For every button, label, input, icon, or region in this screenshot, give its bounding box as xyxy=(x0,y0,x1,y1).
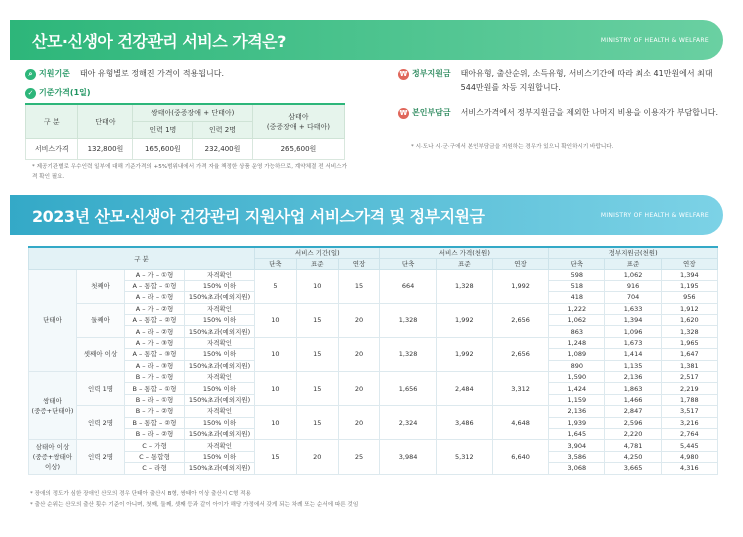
header-extended: 연장 xyxy=(492,258,548,269)
price-cell: 2,484 xyxy=(436,372,492,406)
support-cell: 1,159 xyxy=(549,394,605,405)
group-type-cell: 삼태아 이상 (중증+쌍태아 이상) xyxy=(29,440,77,474)
header-short: 단축 xyxy=(380,258,436,269)
support-cell: 890 xyxy=(549,360,605,371)
support-table-body xyxy=(29,269,718,474)
support-cell: 2,219 xyxy=(661,383,717,394)
period-cell: 15 xyxy=(296,337,338,371)
price-header-twin-1: 인력 1명 xyxy=(133,122,193,139)
sub-type-cell: 인력 2명 xyxy=(77,440,125,474)
price-header-twin-2: 인력 2명 xyxy=(193,122,253,139)
condition-cell: 150% 이하 xyxy=(185,315,255,326)
period-cell: 10 xyxy=(255,303,297,337)
sub-type-cell: 인력 1명 xyxy=(77,372,125,406)
ministry-label-2: MINISTRY OF HEALTH & WELFARE xyxy=(600,211,709,219)
support-cell: 1,645 xyxy=(549,428,605,439)
type-code-cell: A – 라 – ②형 xyxy=(125,326,185,337)
sub-type-cell: 둘째아 xyxy=(77,303,125,337)
coin-icon: ₩ xyxy=(399,70,408,78)
support-table xyxy=(28,246,718,475)
support-header-support: 정부지원금(천원) xyxy=(549,247,718,258)
support-cell: 2,220 xyxy=(605,428,661,439)
price-header-twin: 쌍태아(중증장애 + 단태아) xyxy=(133,104,252,122)
period-cell: 20 xyxy=(296,440,338,474)
sub-type-cell: 셋째아 이상 xyxy=(77,337,125,371)
support-cell: 3,216 xyxy=(661,417,717,428)
support-cell: 1,096 xyxy=(605,326,661,337)
support-cell: 1,414 xyxy=(605,349,661,360)
section1-title: 산모·신생아 건강관리 서비스 가격은? xyxy=(32,31,286,51)
price-cell: 1,656 xyxy=(380,372,436,406)
price-cell: 2,656 xyxy=(492,337,548,371)
support-cell: 1,863 xyxy=(605,383,661,394)
support-cell: 518 xyxy=(549,280,605,291)
wallet-icon: ₩ xyxy=(399,109,408,117)
period-cell: 20 xyxy=(338,406,380,440)
type-code-cell: A – 가 – ②형 xyxy=(125,303,185,314)
support-basis-row xyxy=(25,67,224,81)
support-cell: 1,912 xyxy=(661,303,717,314)
self-pay-row xyxy=(398,106,718,120)
table-row xyxy=(29,406,718,417)
period-cell: 20 xyxy=(338,372,380,406)
header-short: 단축 xyxy=(255,258,297,269)
condition-cell: 150% 이하 xyxy=(185,349,255,360)
support-cell: 1,135 xyxy=(605,360,661,371)
gov-support-text: 태아유형, 출산순위, 소득유형, 서비스기간에 따라 최소 41만원에서 최대 544만원를 차등 지원합니다. xyxy=(460,69,713,92)
period-cell: 15 xyxy=(296,372,338,406)
support-cell: 3,068 xyxy=(549,463,605,474)
period-cell: 10 xyxy=(255,406,297,440)
price-cell: 3,486 xyxy=(436,406,492,440)
support-cell: 1,394 xyxy=(605,315,661,326)
support-cell: 1,620 xyxy=(661,315,717,326)
support-cell: 1,647 xyxy=(661,349,717,360)
support-cell: 1,394 xyxy=(661,269,717,280)
sub-type-cell: 인력 2명 xyxy=(77,406,125,440)
support-cell: 1,062 xyxy=(549,315,605,326)
price-header-triplet: 삼태아 (중증장애 + 다태아) xyxy=(252,104,344,139)
period-cell: 15 xyxy=(338,269,380,303)
support-cell: 2,596 xyxy=(605,417,661,428)
condition-cell: 150% 이하 xyxy=(185,451,255,462)
price-twin-1: 165,600원 xyxy=(133,139,193,160)
table-row xyxy=(29,337,718,348)
support-header-price: 서비스 가격(천원) xyxy=(380,247,549,258)
support-cell: 3,517 xyxy=(661,406,717,417)
period-cell: 25 xyxy=(338,440,380,474)
header-extended: 연장 xyxy=(338,258,380,269)
header-standard: 표준 xyxy=(436,258,492,269)
type-code-cell: A – 통합 – ②형 xyxy=(125,315,185,326)
support-cell: 4,781 xyxy=(605,440,661,451)
type-code-cell: B – 통합 – ①형 xyxy=(125,383,185,394)
support-cell: 3,586 xyxy=(549,451,605,462)
type-code-cell: C – 라형 xyxy=(125,463,185,474)
support-basis-text: 태아 유형별로 정해진 가격이 적용됩니다. xyxy=(79,69,225,78)
base-price-row xyxy=(25,86,101,100)
support-cell: 5,445 xyxy=(661,440,717,451)
price-twin-2: 232,400원 xyxy=(193,139,253,160)
support-cell: 2,136 xyxy=(549,406,605,417)
support-cell: 916 xyxy=(605,280,661,291)
type-code-cell: A – 라 – ③형 xyxy=(125,360,185,371)
price-cell: 664 xyxy=(380,269,436,303)
section2-title: 2023년 산모·신생아 건강관리 지원사업 서비스가격 및 정부지원금 xyxy=(32,206,485,226)
type-code-cell: B – 라 – ①형 xyxy=(125,394,185,405)
support-cell: 2,764 xyxy=(661,428,717,439)
table-row xyxy=(29,372,718,383)
period-cell: 20 xyxy=(338,303,380,337)
condition-cell: 자격확인 xyxy=(185,337,255,348)
period-cell: 15 xyxy=(296,406,338,440)
price-cell: 2,656 xyxy=(492,303,548,337)
type-code-cell: B – 가 – ②형 xyxy=(125,406,185,417)
header-standard: 표준 xyxy=(296,258,338,269)
support-cell: 3,904 xyxy=(549,440,605,451)
type-code-cell: A – 가 – ③형 xyxy=(125,337,185,348)
price-cell: 6,640 xyxy=(492,440,548,474)
table-row xyxy=(29,269,718,280)
support-basis-label-wrap xyxy=(25,67,70,81)
sub-type-cell: 첫째아 xyxy=(77,269,125,303)
support-header-period: 서비스 기간(일) xyxy=(255,247,380,258)
price-cell: 1,328 xyxy=(436,269,492,303)
table-note-2: * 출산 순위는 산모의 출산 횟수 기준이 아니며, 첫째, 둘째, 셋째 등과 같이 아이가 해당 가정에서 갖게 되는 차례 또는 순서에 따른 것임 xyxy=(30,502,359,508)
header-extended: 연장 xyxy=(661,258,717,269)
table-row xyxy=(29,440,718,451)
gov-support-label: 정부지원금 xyxy=(412,69,451,78)
support-cell: 418 xyxy=(549,292,605,303)
header-short: 단축 xyxy=(549,258,605,269)
period-cell: 10 xyxy=(255,337,297,371)
type-code-cell: A – 통합 – ①형 xyxy=(125,280,185,291)
support-cell: 1,965 xyxy=(661,337,717,348)
condition-cell: 150%초과(예외지원) xyxy=(185,428,255,439)
gov-support-row xyxy=(398,67,718,95)
table-row xyxy=(29,303,718,314)
support-cell: 1,590 xyxy=(549,372,605,383)
period-cell: 15 xyxy=(296,303,338,337)
condition-cell: 150% 이하 xyxy=(185,417,255,428)
condition-cell: 150%초과(예외지원) xyxy=(185,394,255,405)
type-code-cell: A – 통합 – ③형 xyxy=(125,349,185,360)
header-standard: 표준 xyxy=(605,258,661,269)
condition-cell: 150% 이하 xyxy=(185,280,255,291)
condition-cell: 150% 이하 xyxy=(185,383,255,394)
price-cell: 3,312 xyxy=(492,372,548,406)
type-code-cell: A – 라 – ①형 xyxy=(125,292,185,303)
base-price-label-wrap xyxy=(25,86,91,100)
period-cell: 5 xyxy=(255,269,297,303)
price-cell: 4,648 xyxy=(492,406,548,440)
self-pay-text: 서비스가격에서 정부지원금을 제외한 나머지 비용을 이용자가 부담합니다. xyxy=(460,108,719,117)
support-basis-label: 지원기준 xyxy=(39,69,70,78)
type-code-cell: B – 라 – ②형 xyxy=(125,428,185,439)
support-cell: 3,665 xyxy=(605,463,661,474)
base-price-table xyxy=(25,103,345,160)
price-cell: 3,984 xyxy=(380,440,436,474)
support-cell: 1,466 xyxy=(605,394,661,405)
support-cell: 4,250 xyxy=(605,451,661,462)
condition-cell: 자격확인 xyxy=(185,372,255,383)
table-note-1: * 장애의 정도가 심한 장애인 산모의 경우 단태아 출산시 B형, 쌍태아 이상 출산시 C형 적용 xyxy=(30,491,251,497)
condition-cell: 150%초과(예외지원) xyxy=(185,326,255,337)
type-code-cell: C – 가형 xyxy=(125,440,185,451)
price-cell: 1,992 xyxy=(436,303,492,337)
group-type-cell: 단태아 xyxy=(29,269,77,372)
condition-cell: 자격확인 xyxy=(185,440,255,451)
support-cell: 1,788 xyxy=(661,394,717,405)
price-cell: 1,328 xyxy=(380,337,436,371)
price-header-gubun: 구 분 xyxy=(26,104,78,139)
condition-cell: 자격확인 xyxy=(185,269,255,280)
support-cell: 2,517 xyxy=(661,372,717,383)
support-cell: 1,939 xyxy=(549,417,605,428)
check-icon: ✓ xyxy=(25,88,36,99)
support-cell: 1,424 xyxy=(549,383,605,394)
gov-support-label-wrap xyxy=(398,67,451,81)
search-icon: ⌕ xyxy=(25,69,36,80)
support-cell: 704 xyxy=(605,292,661,303)
section1-banner xyxy=(10,20,723,60)
support-cell: 1,248 xyxy=(549,337,605,348)
price-cell: 2,324 xyxy=(380,406,436,440)
type-code-cell: B – 가 – ①형 xyxy=(125,372,185,383)
support-cell: 1,195 xyxy=(661,280,717,291)
support-cell: 1,381 xyxy=(661,360,717,371)
period-cell: 20 xyxy=(338,337,380,371)
condition-cell: 150%초과(예외지원) xyxy=(185,463,255,474)
condition-cell: 150%초과(예외지원) xyxy=(185,360,255,371)
price-header-single: 단태아 xyxy=(78,104,133,139)
self-pay-label: 본인부담금 xyxy=(412,108,451,117)
support-cell: 1,673 xyxy=(605,337,661,348)
price-row-label: 서비스가격 xyxy=(26,139,78,160)
support-cell: 1,062 xyxy=(605,269,661,280)
price-single: 132,800원 xyxy=(78,139,133,160)
base-price-label: 기준가격(1일) xyxy=(39,88,91,97)
condition-cell: 자격확인 xyxy=(185,406,255,417)
type-code-cell: C – 통합형 xyxy=(125,451,185,462)
condition-cell: 자격확인 xyxy=(185,303,255,314)
support-cell: 4,980 xyxy=(661,451,717,462)
condition-cell: 150%초과(예외지원) xyxy=(185,292,255,303)
ministry-label: MINISTRY OF HEALTH & WELFARE xyxy=(600,36,709,44)
period-cell: 10 xyxy=(255,372,297,406)
support-cell: 1,089 xyxy=(549,349,605,360)
price-triplet: 265,600원 xyxy=(252,139,344,160)
support-cell: 1,328 xyxy=(661,326,717,337)
section2-banner xyxy=(10,195,723,235)
group-type-cell: 쌍태아 (중증+단태아) xyxy=(29,372,77,440)
price-cell: 5,312 xyxy=(436,440,492,474)
self-pay-label-wrap xyxy=(398,106,451,120)
price-cell: 1,992 xyxy=(492,269,548,303)
type-code-cell: B – 통합 – ②형 xyxy=(125,417,185,428)
price-cell: 1,992 xyxy=(436,337,492,371)
support-cell: 2,847 xyxy=(605,406,661,417)
support-cell: 4,316 xyxy=(661,463,717,474)
support-cell: 598 xyxy=(549,269,605,280)
price-note: * 제공기관별로 우수인력 일부에 대해 기준가격의 +5%범위내에서 가격 자율 책정한 상품 운영 가능하므로, 계약체결 전 서비스가격 확인 필요. xyxy=(32,164,347,180)
period-cell: 15 xyxy=(255,440,297,474)
support-cell: 956 xyxy=(661,292,717,303)
support-cell: 1,222 xyxy=(549,303,605,314)
type-code-cell: A – 가 – ①형 xyxy=(125,269,185,280)
support-cell: 863 xyxy=(549,326,605,337)
support-cell: 1,633 xyxy=(605,303,661,314)
price-cell: 1,328 xyxy=(380,303,436,337)
support-cell: 2,136 xyxy=(605,372,661,383)
period-cell: 10 xyxy=(296,269,338,303)
self-pay-note: * 시·도나 시·군·구에서 본인부담금을 지원하는 경우가 있으니 확인하시기 바랍니다. xyxy=(411,144,614,150)
support-header-gubun: 구 분 xyxy=(29,247,255,269)
